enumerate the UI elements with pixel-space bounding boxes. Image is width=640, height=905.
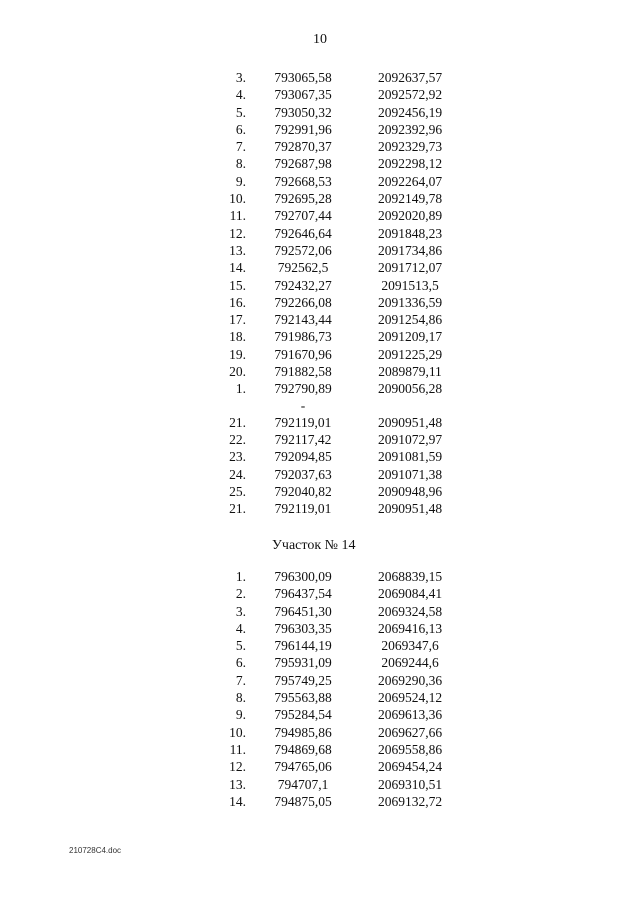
- table-row: [200, 398, 460, 414]
- x-coordinate: -: [300, 397, 306, 413]
- point-number: 15.: [229, 277, 246, 293]
- point-number: 23.: [229, 449, 246, 465]
- y-coordinate: 2068839,15: [377, 569, 443, 584]
- x-coordinate: 795563,88: [274, 690, 332, 706]
- x-coordinate: 792870,37: [274, 139, 332, 155]
- x-coordinate: 796437,54: [274, 586, 332, 602]
- x-coordinate: 791882,58: [274, 364, 332, 380]
- y-coordinate: 2090948,96: [377, 483, 443, 499]
- point-number: 16.: [229, 294, 246, 310]
- table-row: [200, 603, 460, 620]
- x-coordinate: 792143,44: [274, 312, 332, 328]
- table-row: [200, 568, 460, 585]
- point-number: 19.: [229, 346, 246, 362]
- y-coordinate: 2089879,11: [378, 364, 442, 380]
- section-title: Участок № 14: [272, 538, 356, 553]
- table-row: [200, 363, 460, 380]
- y-coordinate: 2092020,89: [377, 208, 443, 224]
- y-coordinate: 2090056,28: [377, 381, 443, 397]
- table-row: [200, 672, 460, 689]
- x-coordinate: 792432,27: [274, 277, 332, 293]
- point-number: 17.: [229, 312, 246, 328]
- y-coordinate: 2069310,51: [377, 776, 443, 792]
- table-row: [200, 155, 460, 172]
- table-row: [200, 259, 460, 276]
- y-coordinate: 2091254,86: [377, 312, 443, 328]
- table-row: [200, 414, 460, 431]
- y-coordinate: 2092572,92: [377, 87, 443, 103]
- point-number: 4.: [235, 620, 246, 636]
- point-number: 11.: [229, 741, 246, 757]
- x-coordinate: 792687,98: [274, 156, 332, 172]
- point-number: 8.: [235, 156, 246, 172]
- y-coordinate: 2069627,66: [377, 724, 443, 740]
- table-row: [200, 190, 460, 207]
- point-number: 14.: [229, 260, 246, 276]
- table-row: [200, 207, 460, 224]
- point-number: 13.: [229, 776, 246, 792]
- table-row: [200, 793, 460, 810]
- point-number: 18.: [229, 329, 246, 345]
- point-number: 7.: [235, 139, 246, 155]
- table-row: [200, 138, 460, 155]
- x-coordinate: 794875,05: [274, 793, 332, 809]
- table-row: [200, 637, 460, 654]
- y-coordinate: [360, 398, 460, 414]
- table-row: [200, 294, 460, 311]
- point-number: 25.: [229, 483, 246, 499]
- y-coordinate: 2091209,17: [377, 329, 443, 345]
- point-number: 7.: [235, 672, 246, 688]
- y-coordinate: 2092329,73: [377, 139, 443, 155]
- point-number: 12.: [229, 225, 246, 241]
- x-coordinate: 796300,09: [274, 569, 332, 584]
- y-coordinate: 2069084,41: [377, 586, 443, 602]
- table-row: [200, 689, 460, 706]
- y-coordinate: 2069290,36: [377, 672, 443, 688]
- table-row: [200, 724, 460, 741]
- y-coordinate: 2069132,72: [377, 793, 443, 809]
- x-coordinate: 792266,08: [274, 294, 332, 310]
- table-row: [200, 585, 460, 602]
- point-number: 3.: [235, 603, 246, 619]
- x-coordinate: 792572,06: [274, 242, 332, 258]
- table-row: [200, 776, 460, 793]
- point-number: 6.: [235, 655, 246, 671]
- point-number: 10.: [229, 724, 246, 740]
- y-coordinate: 2091848,23: [377, 225, 443, 241]
- x-coordinate: 792790,89: [274, 381, 332, 397]
- point-number: 11.: [229, 208, 246, 224]
- x-coordinate: 792562,5: [277, 260, 329, 276]
- x-coordinate: 796144,19: [274, 638, 332, 654]
- x-coordinate: 792646,64: [274, 225, 332, 241]
- y-coordinate: 2069524,12: [377, 690, 443, 706]
- table-row: [200, 104, 460, 121]
- point-number: 8.: [235, 690, 246, 706]
- coordinates-table-2: [200, 568, 460, 810]
- x-coordinate: 794869,68: [274, 741, 332, 757]
- point-number: 24.: [229, 466, 246, 482]
- y-coordinate: 2091071,38: [377, 466, 443, 482]
- point-number: 9.: [235, 707, 246, 723]
- x-coordinate: 792037,63: [274, 466, 332, 482]
- table-row: [200, 706, 460, 723]
- y-coordinate: 2069347,6: [381, 638, 439, 654]
- x-coordinate: 792117,42: [274, 431, 332, 447]
- x-coordinate: 793067,35: [274, 87, 332, 103]
- table-row: [200, 620, 460, 637]
- table-row: [200, 242, 460, 259]
- x-coordinate: 796303,35: [274, 620, 332, 636]
- table-row: [200, 346, 460, 363]
- table-row: [200, 500, 460, 517]
- y-coordinate: 2069416,13: [377, 620, 443, 636]
- x-coordinate: 792040,82: [274, 483, 332, 499]
- table-row: [200, 448, 460, 465]
- x-coordinate: 795749,25: [274, 672, 332, 688]
- x-coordinate: 793050,32: [274, 104, 332, 120]
- y-coordinate: 2091225,29: [377, 346, 443, 362]
- point-number: 12.: [229, 759, 246, 775]
- x-coordinate: 792695,28: [274, 191, 332, 207]
- x-coordinate: 794707,1: [277, 776, 329, 792]
- table-row: [200, 483, 460, 500]
- y-coordinate: 2069324,58: [377, 603, 443, 619]
- y-coordinate: 2092298,12: [377, 156, 443, 172]
- x-coordinate: 793065,58: [274, 70, 332, 85]
- point-number: 21.: [229, 501, 246, 517]
- x-coordinate: 796451,30: [274, 603, 332, 619]
- y-coordinate: 2069454,24: [377, 759, 443, 775]
- point-number: 10.: [229, 191, 246, 207]
- y-coordinate: 2069613,36: [377, 707, 443, 723]
- footer-filename: 210728C4.doc: [69, 846, 122, 855]
- x-coordinate: 795284,54: [274, 707, 332, 723]
- point-number: 9.: [235, 173, 246, 189]
- table-row: [200, 741, 460, 758]
- y-coordinate: 2091734,86: [377, 242, 443, 258]
- coordinates-table-1-body: [200, 69, 460, 517]
- point-number: 6.: [235, 121, 246, 137]
- x-coordinate: 795931,09: [274, 655, 332, 671]
- y-coordinate: 2092149,78: [377, 191, 443, 207]
- y-coordinate: 2091336,59: [377, 294, 443, 310]
- table-row: [200, 466, 460, 483]
- point-number: 3.: [235, 70, 246, 85]
- x-coordinate: 792094,85: [274, 449, 332, 465]
- y-coordinate: 2092264,07: [377, 173, 443, 189]
- table-row: [200, 654, 460, 671]
- x-coordinate: 792668,53: [274, 173, 332, 189]
- x-coordinate: 792119,01: [274, 501, 332, 517]
- table-row: [200, 311, 460, 328]
- point-number: 4.: [235, 87, 246, 103]
- point-number: 21.: [229, 414, 246, 430]
- point-number: 2.: [235, 586, 246, 602]
- table-row: [200, 69, 460, 86]
- table-row: [200, 758, 460, 775]
- page-number: 10: [313, 32, 327, 47]
- y-coordinate: 2091513,5: [381, 277, 439, 293]
- point-number: [200, 398, 246, 414]
- y-coordinate: 2091081,59: [377, 449, 443, 465]
- y-coordinate: 2069244,6: [381, 655, 439, 671]
- y-coordinate: 2090951,48: [377, 414, 443, 430]
- point-number: 22.: [229, 431, 246, 447]
- x-coordinate: 792119,01: [274, 414, 332, 430]
- x-coordinate: 792991,96: [274, 121, 332, 137]
- point-number: 13.: [229, 242, 246, 258]
- table-row: [200, 86, 460, 103]
- y-coordinate: 2069558,86: [377, 741, 443, 757]
- table-row: [200, 431, 460, 448]
- x-coordinate: 791986,73: [274, 329, 332, 345]
- table-row: [200, 173, 460, 190]
- table-row: [200, 121, 460, 138]
- y-coordinate: 2092637,57: [377, 70, 443, 85]
- y-coordinate: 2092392,96: [377, 121, 443, 137]
- x-coordinate: 794765,06: [274, 759, 332, 775]
- y-coordinate: 2091072,97: [377, 431, 443, 447]
- point-number: 14.: [229, 793, 246, 809]
- y-coordinate: 2090951,48: [377, 501, 443, 517]
- x-coordinate: 791670,96: [274, 346, 332, 362]
- y-coordinate: 2091712,07: [377, 260, 443, 276]
- x-coordinate: 794985,86: [274, 724, 332, 740]
- coordinates-table-2-body: [200, 568, 460, 810]
- x-coordinate: 792707,44: [274, 208, 332, 224]
- table-row: [200, 380, 460, 397]
- point-number: 1.: [235, 381, 246, 397]
- coordinates-table-1: [200, 69, 460, 517]
- table-row: [200, 328, 460, 345]
- table-row: [200, 225, 460, 242]
- table-row: [200, 277, 460, 294]
- point-number: 1.: [235, 569, 246, 584]
- y-coordinate: 2092456,19: [377, 104, 443, 120]
- point-number: 20.: [229, 364, 246, 380]
- point-number: 5.: [235, 638, 246, 654]
- point-number: 5.: [235, 104, 246, 120]
